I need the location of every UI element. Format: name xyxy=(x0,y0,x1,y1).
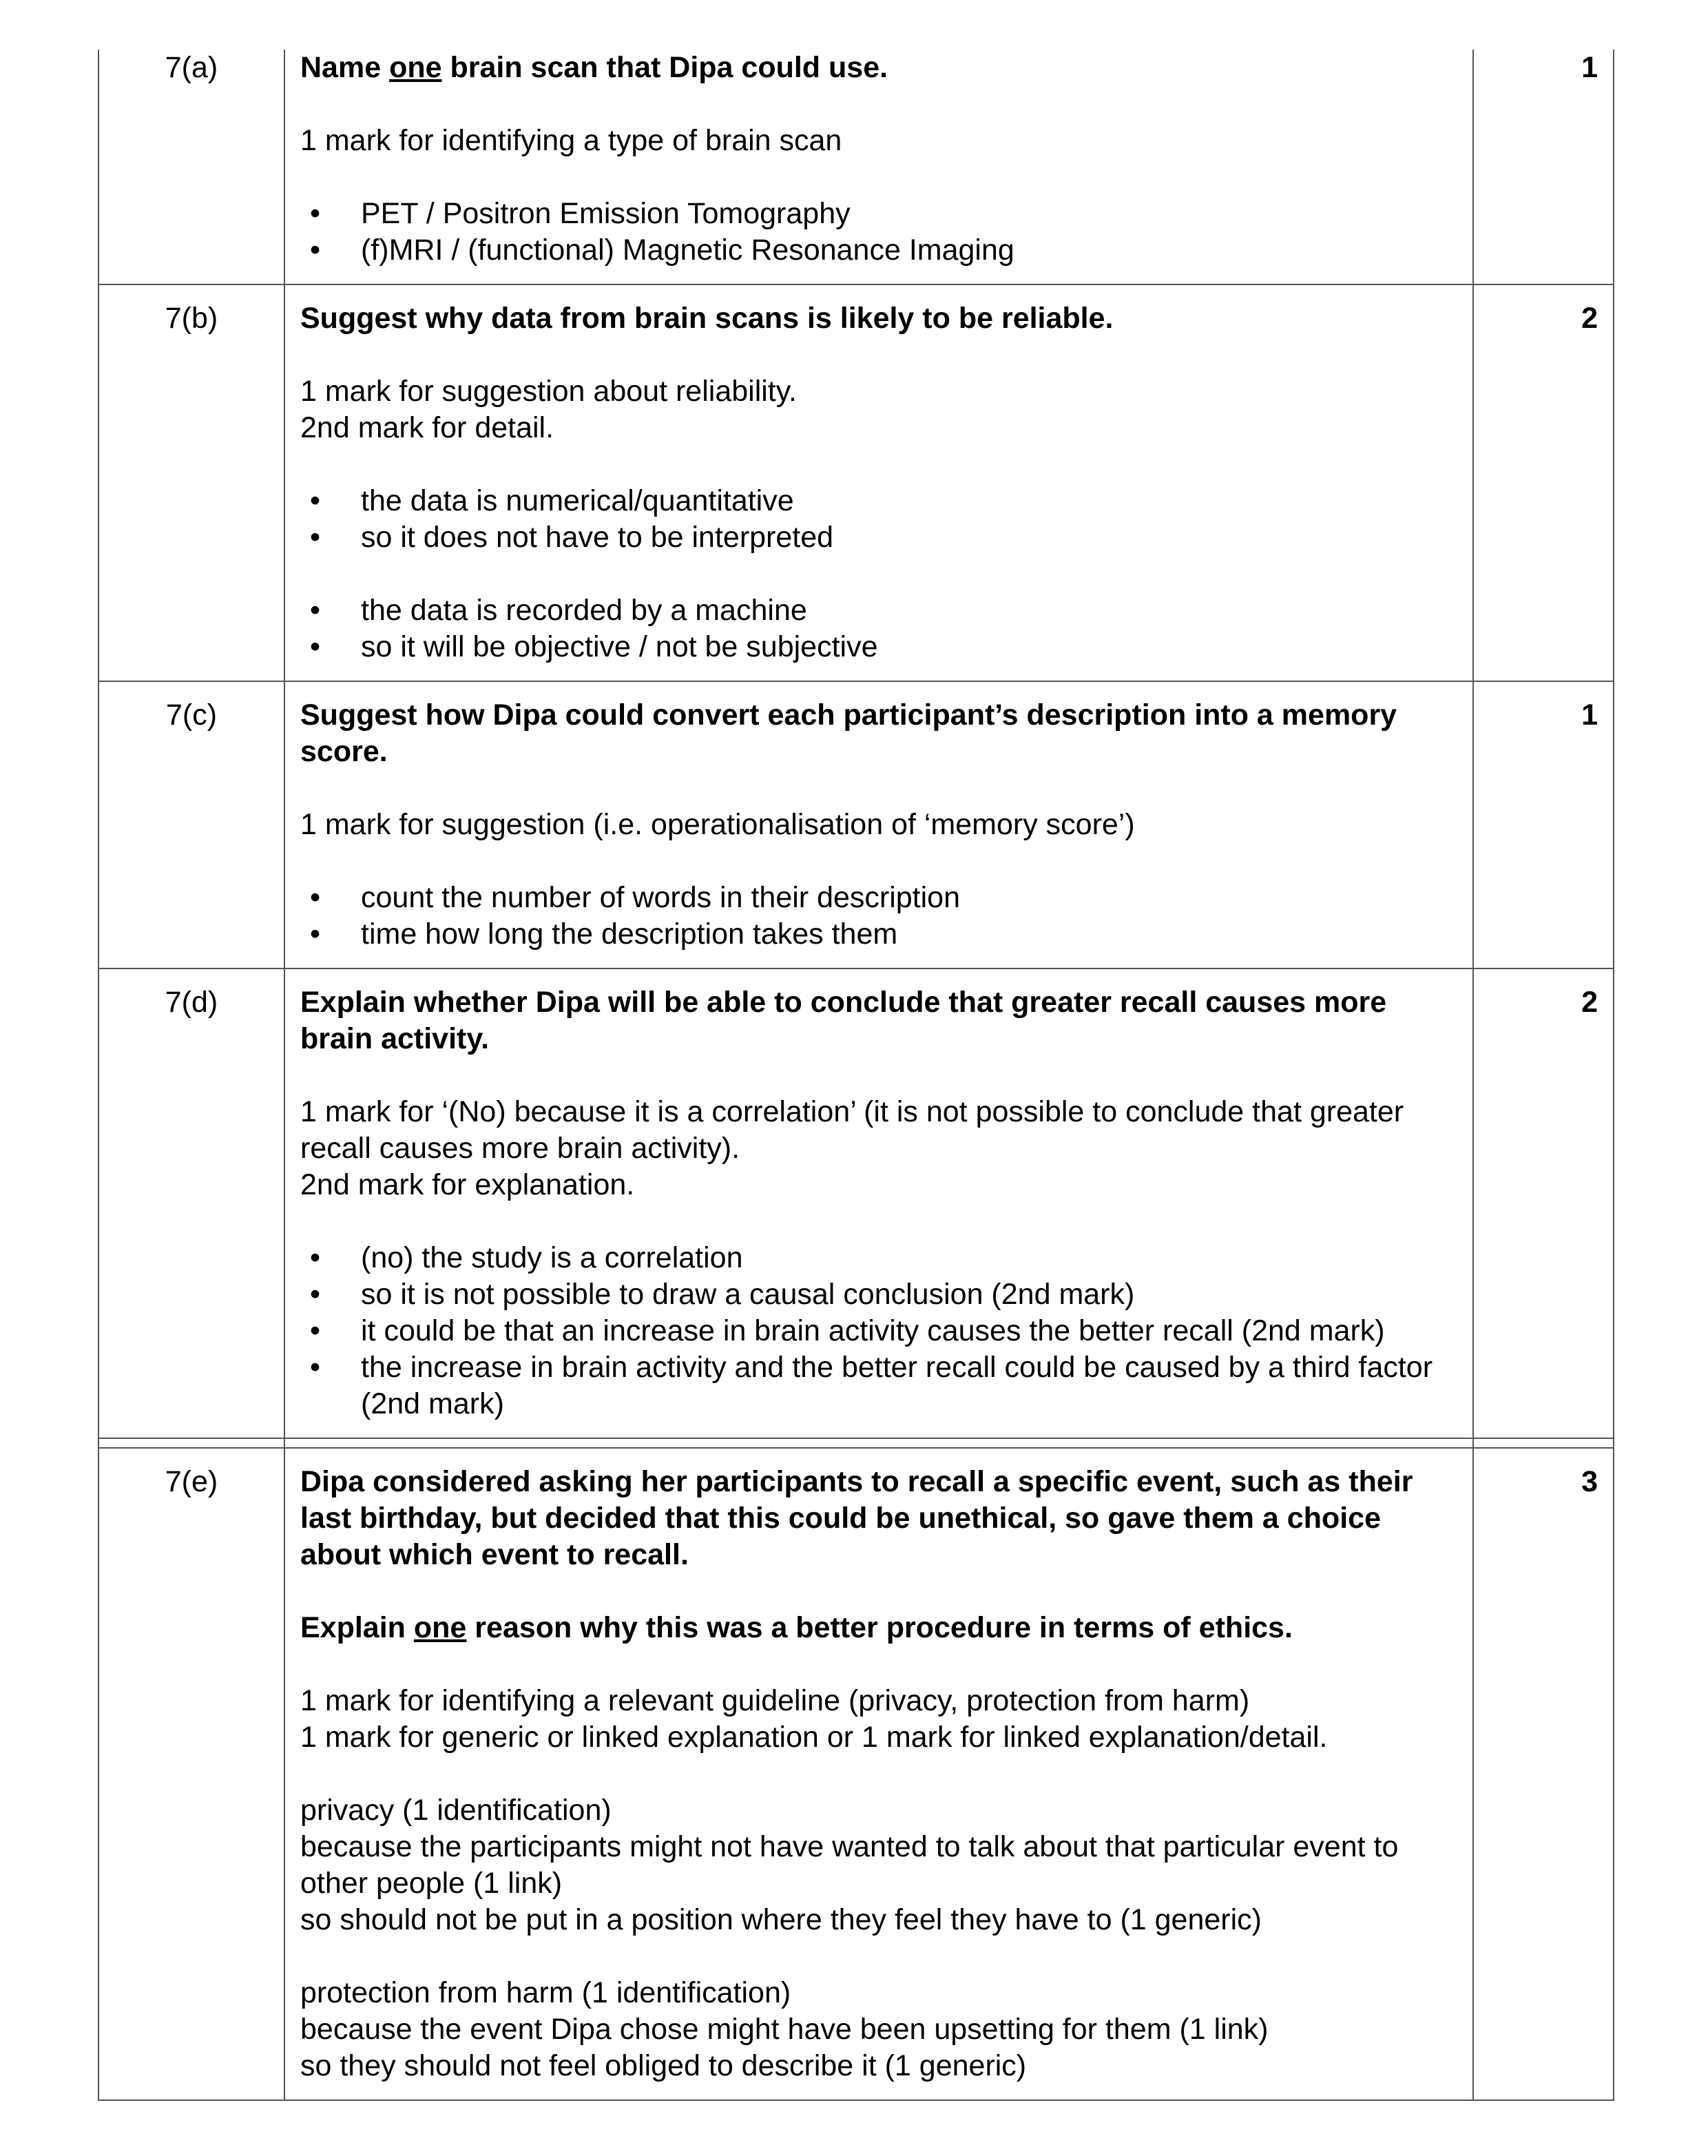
marks-available: 2 xyxy=(1473,284,1614,681)
list-item: • the data is recorded by a machine xyxy=(300,592,1459,629)
question-text-part: brain scan that Dipa could use. xyxy=(441,51,888,84)
marking-guidance xyxy=(300,373,1459,446)
separator-cell xyxy=(284,1438,1473,1448)
answer-line: because the participants might not have wanted to talk about that particular event to other people (1 link) xyxy=(300,1830,1399,1900)
privacy-answer xyxy=(300,1792,1459,1938)
underlined-word: one xyxy=(413,1611,467,1644)
question-text xyxy=(300,1610,1459,1646)
list-item: • PET / Positron Emission Tomography xyxy=(300,196,1459,232)
protection-from-harm-answer xyxy=(300,1975,1459,2084)
separator-cell xyxy=(98,1438,284,1448)
list-item: • so it will be objective / not be subjective xyxy=(300,629,1459,665)
guidance-line: 2nd mark for explanation. xyxy=(300,1168,635,1201)
guidance-line: 1 mark for generic or linked explanation or 1 mark for linked explanation/detail. xyxy=(300,1721,1328,1754)
list-item: • count the number of words in their description xyxy=(300,880,1459,916)
question-content xyxy=(284,284,1473,681)
question-row-7d xyxy=(98,968,1614,1438)
question-text-part: Name xyxy=(300,51,390,84)
question-content xyxy=(284,681,1473,968)
question-number: 7(b) xyxy=(98,284,284,681)
question-text-part: Explain xyxy=(300,1611,414,1644)
answer-line: so they should not feel obliged to describe it (1 generic) xyxy=(300,2049,1027,2082)
question-number: 7(c) xyxy=(98,681,284,968)
marking-guidance xyxy=(300,1683,1459,1756)
question-text xyxy=(300,50,1459,86)
list-item: • (f)MRI / (functional) Magnetic Resonance Imaging xyxy=(300,232,1459,269)
guidance-line: 1 mark for ‘(No) because it is a correlation’ (it is not possible to conclude that greater recall causes more brain activity). xyxy=(300,1095,1404,1165)
marking-guidance: 1 mark for suggestion (i.e. operationalisation of ‘memory score’) xyxy=(300,808,1135,841)
table-separator xyxy=(98,1438,1614,1448)
list-item: • the increase in brain activity and the better recall could be caused by a third factor (2nd mark) xyxy=(300,1349,1459,1422)
question-number: 7(d) xyxy=(98,968,284,1438)
guidance-line: 1 mark for identifying a relevant guideline (privacy, protection from harm) xyxy=(300,1684,1250,1717)
marks-available: 2 xyxy=(1473,968,1614,1438)
underlined-word: one xyxy=(389,51,442,84)
answer-line: because the event Dipa chose might have been upsetting for them (1 link) xyxy=(300,2013,1269,2046)
guidance-line: 1 mark for suggestion about reliability. xyxy=(300,375,798,408)
marks-available: 1 xyxy=(1473,50,1614,284)
question-row-7e xyxy=(98,1448,1614,2100)
answer-list xyxy=(300,880,1459,953)
list-item: • so it is not possible to draw a causal conclusion (2nd mark) xyxy=(300,1276,1459,1313)
list-item: • so it does not have to be interpreted xyxy=(300,519,1459,556)
question-number: 7(e) xyxy=(98,1448,284,2100)
marking-guidance xyxy=(300,1094,1459,1203)
answer-line: so should not be put in a position where they feel they have to (1 generic) xyxy=(300,1903,1262,1936)
marking-guidance: 1 mark for identifying a type of brain scan xyxy=(300,124,842,157)
list-item: • the data is numerical/quantitative xyxy=(300,483,1459,519)
question-text: Suggest how Dipa could convert each participant’s description into a memory score. xyxy=(300,698,1397,768)
question-text: Explain whether Dipa will be able to conclude that greater recall causes more brain activity. xyxy=(300,986,1387,1055)
question-number: 7(a) xyxy=(98,50,284,284)
question-row-7c xyxy=(98,681,1614,968)
question-row-7a xyxy=(98,50,1614,284)
mark-scheme-table xyxy=(98,50,1614,2101)
question-content xyxy=(284,1448,1473,2100)
question-row-7b xyxy=(98,284,1614,681)
question-text: Suggest why data from brain scans is likely to be reliable. xyxy=(300,302,1114,335)
list-item: • it could be that an increase in brain activity causes the better recall (2nd mark) xyxy=(300,1313,1459,1349)
question-content xyxy=(284,968,1473,1438)
answer-line: protection from harm (1 identification) xyxy=(300,1976,791,2009)
question-text: Dipa considered asking her participants to recall a specific event, such as their last birthday, but decided that this could be unethical, so gave them a choice about which event to recall. xyxy=(300,1465,1413,1571)
list-item: • time how long the description takes them xyxy=(300,916,1459,953)
guidance-line: 2nd mark for detail. xyxy=(300,411,554,444)
marks-available: 3 xyxy=(1473,1448,1614,2100)
question-content xyxy=(284,50,1473,284)
answer-list xyxy=(300,1240,1459,1422)
list-item: • (no) the study is a correlation xyxy=(300,1240,1459,1276)
separator-cell xyxy=(1473,1438,1614,1448)
answer-list xyxy=(300,483,1459,556)
answer-list xyxy=(300,196,1459,269)
question-text-part: reason why this was a better procedure in terms of ethics. xyxy=(466,1611,1293,1644)
answer-list xyxy=(300,592,1459,665)
answer-line: privacy (1 identification) xyxy=(300,1794,612,1827)
marks-available: 1 xyxy=(1473,681,1614,968)
